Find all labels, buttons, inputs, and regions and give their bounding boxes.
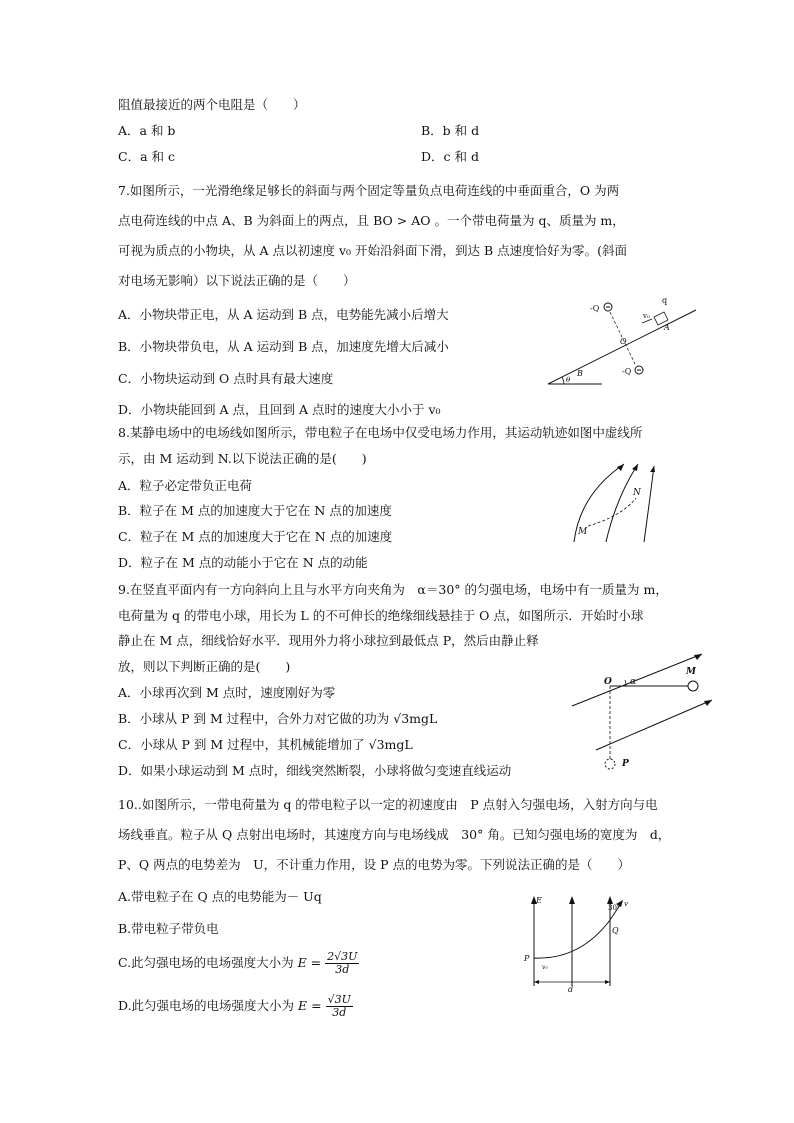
q10-label-e: E bbox=[536, 896, 542, 905]
q6-option-b: B．b 和 d bbox=[421, 123, 480, 138]
q8-option-d: D．粒子在 M 点的动能小于它在 N 点的动能 bbox=[118, 555, 368, 570]
q10-option-c-e: E = bbox=[297, 955, 322, 970]
q10-option-c-denominator: 3d bbox=[335, 963, 350, 976]
q7-option-a: A．小物块带正电，从 A 运动到 B 点，电势能先减小后增大 bbox=[118, 307, 449, 322]
q7-incline-figure bbox=[540, 290, 700, 390]
q10-stem-line1: 10..如图所示，一带电荷量为 q 的带电粒子以一定的初速度由 P 点射入匀强电场，入射方向与电 bbox=[118, 797, 658, 812]
q7-label-a: A bbox=[664, 323, 670, 332]
q10-option-c bbox=[118, 951, 359, 976]
q6-option-a: A．a 和 b bbox=[118, 123, 176, 138]
q8-stem-line1: 8.某静电场中的电场线如图所示，带电粒子在电场中仅受电场力作用，其运动轨迹如图中虚线所 bbox=[118, 425, 643, 440]
q7-stem-line2: 点电荷连线的中点 A、B 为斜面上的两点，且 BO > AO 。一个带电荷量为 q、质量为 m， bbox=[118, 213, 625, 228]
q9-stem-line1: 9.在竖直平面内有一方向斜向上且与水平方向夹角为 α＝30° 的匀强电场，电场中有一质量为 m， bbox=[118, 582, 668, 597]
q9-option-d: D．如果小球运动到 M 点时，细线突然断裂，小球将做匀变速直线运动 bbox=[118, 763, 512, 778]
q9-stem-line3: 静止在 M 点，细线恰好水平．现用外力将小球拉到最低点 P，然后由静止释 bbox=[118, 633, 539, 648]
q8-option-b: B．粒子在 M 点的加速度大于它在 N 点的加速度 bbox=[118, 503, 392, 518]
q10-option-c-numerator: 2√3U bbox=[327, 950, 358, 963]
q8-field-lines-figure bbox=[566, 458, 662, 544]
q6-option-c: C．a 和 c bbox=[118, 149, 175, 164]
q10-option-b: B.带电粒子带负电 bbox=[118, 921, 219, 936]
q10-option-d-fraction bbox=[326, 994, 353, 1019]
q8-option-a: A．粒子必定带负正电荷 bbox=[118, 478, 253, 493]
q8-label-m: M bbox=[578, 527, 588, 537]
q9-option-c: C．小球从 P 到 M 过程中，其机械能增加了 √3mgL bbox=[118, 737, 413, 752]
q7-label-charge: q bbox=[662, 296, 668, 305]
q7-stem-line3: 可视为质点的小物块，从 A 点以初速度 v₀ 开始沿斜面下滑，到达 B 点速度恰好为零。(斜面 bbox=[118, 243, 628, 258]
q9-option-b: B．小球从 P 到 M 过程中，合外力对它做的功为 √3mgL bbox=[118, 711, 438, 726]
q7-label-b: B bbox=[577, 369, 583, 378]
q7-stem-line1: 7.如图所示，一光滑绝缘足够长的斜面与两个固定等量负点电荷连线的中垂面重合，O 为两 bbox=[118, 183, 620, 198]
q7-label-v0: v₀ bbox=[643, 312, 650, 320]
q10-label-q: Q bbox=[612, 926, 619, 935]
q8-label-n: N bbox=[633, 488, 641, 498]
q7-label-q-top: -Q bbox=[590, 304, 600, 313]
q7-option-c: C．小物块运动到 O 点时具有最大速度 bbox=[118, 371, 334, 386]
q10-label-d: d bbox=[568, 985, 574, 994]
q8-option-c: C．粒子在 M 点的加速度大于它在 N 点的加速度 bbox=[118, 529, 393, 544]
q10-option-d-e: E = bbox=[298, 998, 322, 1013]
q7-label-q-bottom: -Q bbox=[622, 367, 632, 376]
q10-label-v: v bbox=[624, 900, 628, 908]
q10-option-d-denominator: 3d bbox=[332, 1006, 347, 1019]
q9-pendulum-figure bbox=[566, 650, 716, 772]
q7-option-d: D．小物块能回到 A 点，且回到 A 点时的速度大小小于 v₀ bbox=[118, 402, 441, 417]
q6-option-d: D．c 和 d bbox=[421, 149, 479, 164]
q10-stem-line2: 场线垂直。粒子从 Q 点射出电场时，其速度方向与电场线成 30° 角。已知匀强电场的宽度为 d， bbox=[118, 827, 671, 842]
q9-label-m: M bbox=[686, 667, 696, 677]
q10-label-v0: v₀ bbox=[542, 964, 548, 971]
q8-stem-line2: 示，由 M 运动到 N.以下说法正确的是( ) bbox=[118, 451, 367, 466]
q10-option-d bbox=[118, 994, 353, 1019]
q9-stem-line4: 放，则以下判断正确的是( ) bbox=[118, 659, 291, 674]
q9-stem-line2: 电荷量为 q 的带电小球，用长为 L 的不可伸长的绝缘细线悬挂于 O 点，如图所示．开始时小球 bbox=[118, 608, 644, 623]
q10-label-angle: 30° bbox=[608, 904, 621, 912]
q10-option-c-fraction bbox=[325, 951, 359, 976]
q7-stem-line4: 对电场无影响）以下说法正确的是（ ） bbox=[118, 273, 356, 288]
q7-label-theta: θ bbox=[566, 376, 571, 384]
q10-stem-line3: P、Q 两点的电势差为 U，不计重力作用，设 P 点的电势为零。下列说法正确的是（ ） bbox=[118, 857, 631, 872]
q10-option-d-numerator: √3U bbox=[327, 993, 351, 1006]
q10-option-a: A.带电粒子在 Q 点的电势能为－ Uq bbox=[118, 889, 322, 904]
q9-label-p: P bbox=[622, 759, 629, 769]
q9-label-o: O bbox=[604, 677, 612, 687]
q9-label-alpha: α bbox=[630, 677, 637, 687]
q7-option-b: B．小物块带负电，从 A 运动到 B 点，加速度先增大后减小 bbox=[118, 339, 449, 354]
q10-field-figure bbox=[520, 890, 642, 996]
q10-label-p: P bbox=[524, 954, 530, 963]
q9-option-a: A．小球再次到 M 点时，速度刚好为零 bbox=[118, 685, 336, 700]
q10-option-d-text: D.此匀强电场的电场强度大小为 bbox=[118, 998, 295, 1013]
q10-option-c-text: C.此匀强电场的电场强度大小为 bbox=[118, 955, 294, 970]
q7-label-o: O bbox=[620, 337, 627, 346]
q6-tail: 阻值最接近的两个电阻是（ ） bbox=[118, 97, 306, 112]
